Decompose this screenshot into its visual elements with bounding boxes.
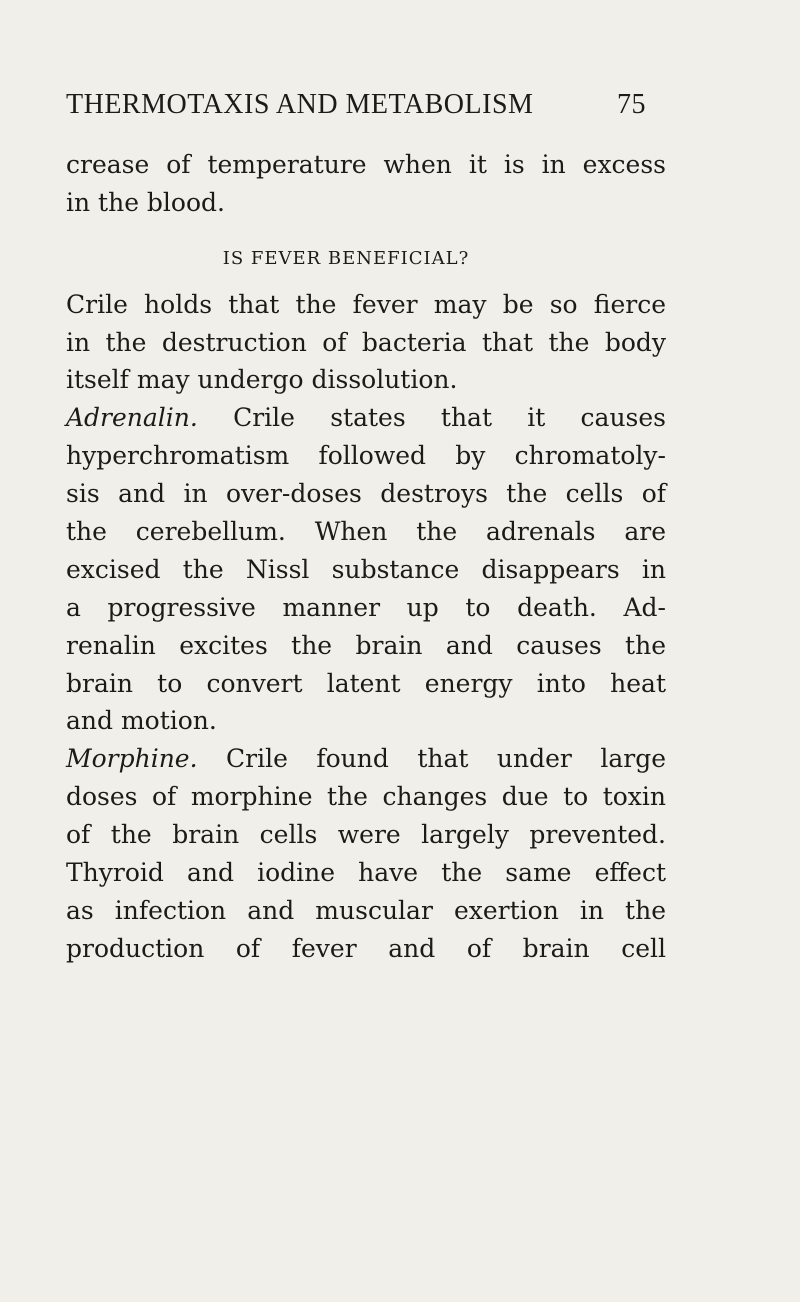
text-line: as infection and muscular exertion in the <box>66 895 666 925</box>
body-text <box>66 146 666 968</box>
text-line: a progressive manner up to death. Ad- <box>66 592 666 622</box>
text-line: crease of temperature when it is in excess <box>66 150 666 179</box>
text-line: itself may undergo dissolution. <box>66 365 458 395</box>
running-title: THERMOTAXIS AND METABOLISM <box>66 89 534 120</box>
section-heading: IS FEVER BENEFICIAL? <box>222 247 470 269</box>
running-head <box>66 87 646 123</box>
adrenalin-term: Adrenalin. <box>66 403 198 433</box>
text-line: Crile holds that the fever may be so fierce <box>66 289 666 319</box>
text-line: of the brain cells were largely prevented. <box>66 820 666 850</box>
text-line: the cerebellum. When the adrenals are <box>66 517 666 547</box>
text-line: and motion. <box>66 706 217 736</box>
text-line: renalin excites the brain and causes the <box>66 630 666 660</box>
text-line: production of fever and of brain cell <box>66 933 666 963</box>
text-line: in the destruction of bacteria that the body <box>66 327 666 357</box>
morphine-term: Morphine. <box>66 744 198 774</box>
text-run: Crile found that under large <box>197 744 666 774</box>
text-run: Crile states that it causes <box>197 403 666 433</box>
morphine-paragraph-start <box>66 740 666 778</box>
text-line: sis and in over-doses destroys the cells of <box>66 479 666 509</box>
page-number: 75 <box>617 89 646 120</box>
text-line: hyperchromatism followed by chromatoly- <box>66 441 666 471</box>
text-line: brain to convert latent energy into heat <box>66 668 666 698</box>
text-line: Thyroid and iodine have the same effect <box>66 858 666 888</box>
text-line: in the blood. <box>66 187 225 217</box>
text-line: excised the Nissl substance disappears in <box>66 554 666 584</box>
adrenalin-paragraph-start <box>66 399 666 437</box>
text-line: doses of morphine the changes due to toxin <box>66 782 666 812</box>
